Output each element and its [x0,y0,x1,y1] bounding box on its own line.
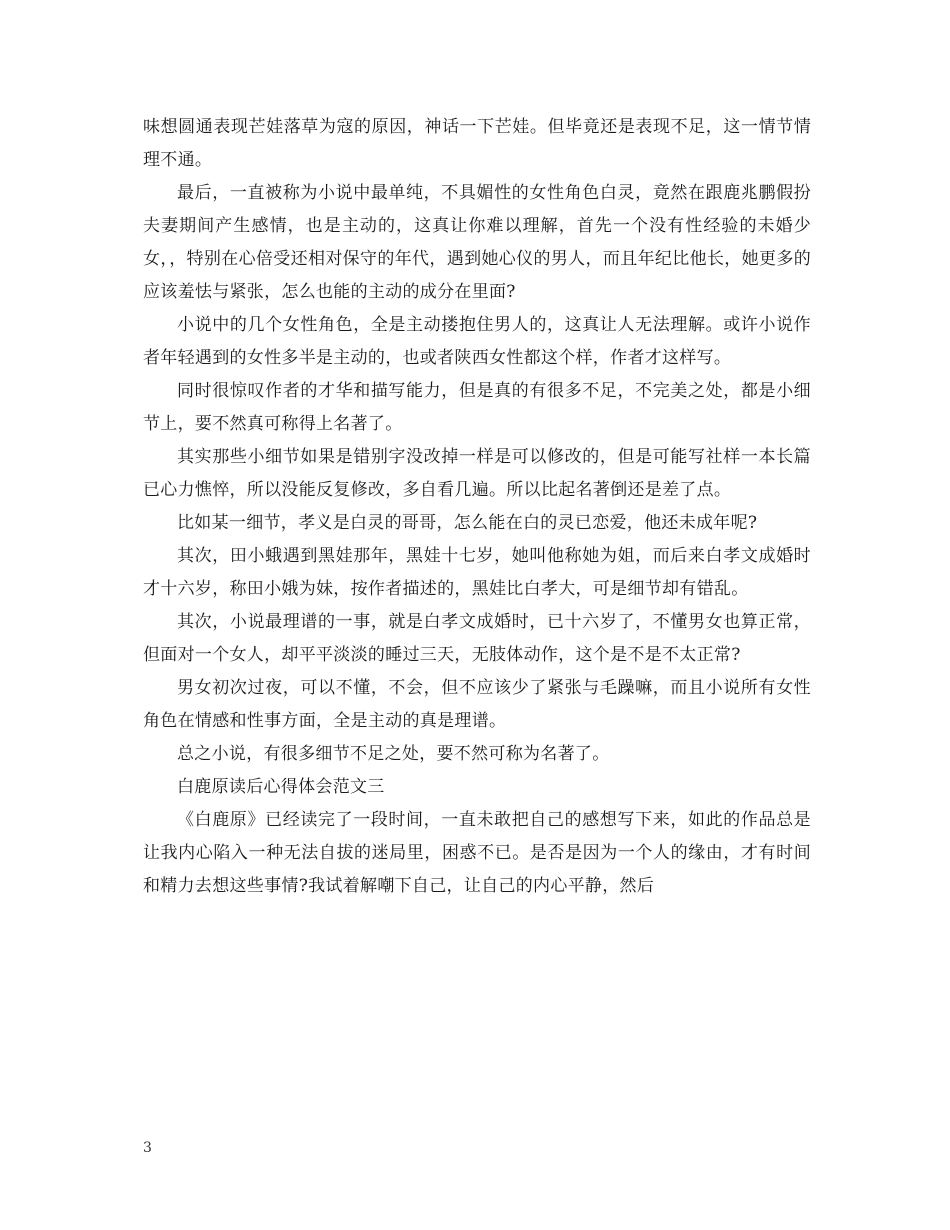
paragraph: 最后，一直被称为小说中最单纯，不具媚性的女性角色白灵，竟然在跟鹿兆鹏假扮夫妻期间产生感情，也是主动的，这真让你难以理解，首先一个没有性经验的未婚少女，，特别在心倍受还相对保守的年代，遇到她心仪的男人，而且年纪比他长，她更多的应该羞怯与紧张，怎么也能的主动的成分在里面? [143,183,811,302]
paragraph: 男女初次过夜，可以不懂，不会，但不应该少了紧张与毛躁嘛，而且小说所有女性角色在情感和性事方面，全是主动的真是理谱。 [143,678,811,731]
paragraph: 其实那些小细节如果是错别字没改掉一样是可以修改的，但是可能写社样一本长篇已心力憔悴，所以没能反复修改，多自看几遍。所以比起名著倒还是差了点。 [143,447,811,500]
paragraph: 《白鹿原》已经读完了一段时间，一直未敢把自己的感想写下来，如此的作品总是让我内心陷入一种无法自拔的迷局里，困惑不已。是否是因为一个人的缘由，才有时间和精力去想这些事情?我试着解嘲下自己，让自己的内心平静，然后 [143,810,811,896]
paragraph: 其次，小说最理谱的一事，就是白孝文成婚时，已十六岁了，不懂男女也算正常，但面对一个女人，却平平淡淡的睡过三天，无肢体动作，这个是不是不太正常? [143,612,811,665]
paragraph: 其次，田小蛾遇到黑娃那年，黑娃十七岁，她叫他称她为姐，而后来白孝文成婚时才十六岁，称田小娥为妹，按作者描述的，黑娃比白孝大，可是细节却有错乱。 [143,546,811,599]
page-number: 3 [143,1140,152,1156]
paragraph: 比如某一细节，孝义是白灵的哥哥，怎么能在白的灵已恋爱，他还未成年呢? [177,513,758,533]
paragraph: 味想圆通表现芒娃落草为寇的原因，神话一下芒娃。但毕竟还是表现不足，这一情节情理不通。 [143,117,811,170]
paragraph: 总之小说，有很多细节不足之处，要不然可称为名著了。 [177,744,610,764]
document-body [143,111,811,903]
paragraph: 同时很惊叹作者的才华和描写能力，但是真的有很多不足，不完美之处，都是小细节上，要不然真可称得上名著了。 [143,381,811,434]
paragraph: 小说中的几个女性角色，全是主动搂抱住男人的，这真让人无法理解。或许小说作者年轻遇到的女性多半是主动的，也或者陕西女性都这个样，作者才这样写。 [143,315,811,368]
section-heading: 白鹿原读后心得体会范文三 [177,777,385,797]
